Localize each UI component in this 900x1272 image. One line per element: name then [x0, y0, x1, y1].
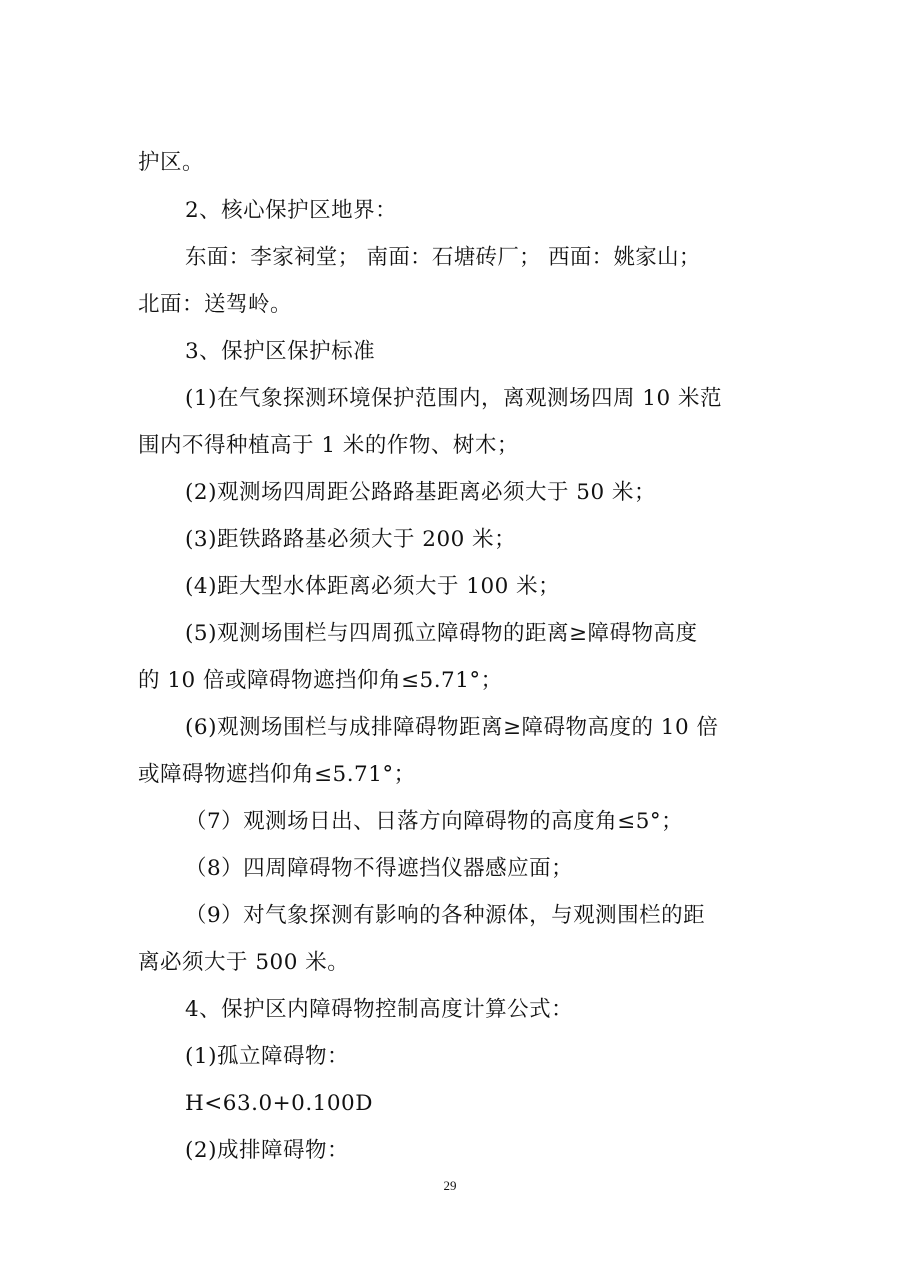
- section-heading: 4、保护区内障碍物控制高度计算公式：: [185, 997, 574, 1022]
- text-line: 的 10 倍或障碍物遮挡仰角≤5.71°；: [138, 668, 503, 693]
- list-item: (2)成排障碍物：: [185, 1138, 349, 1163]
- text-line: 护区。: [138, 150, 205, 175]
- list-item: (5)观测场围栏与四周孤立障碍物的距离≥障碍物高度: [185, 621, 698, 646]
- page-number: 29: [443, 1178, 457, 1193]
- list-item: (4)距大型水体距离必须大于 100 米；: [185, 574, 561, 599]
- list-item: (2)观测场四周距公路路基距离必须大于 50 米；: [185, 480, 656, 505]
- list-item: (3)距铁路路基必须大于 200 米；: [185, 527, 517, 552]
- section-heading: 2、核心保护区地界：: [185, 198, 398, 223]
- list-item: （8）四周障碍物不得遮挡仪器感应面；: [185, 856, 574, 881]
- list-item: (6)观测场围栏与成排障碍物距离≥障碍物高度的 10 倍: [185, 715, 719, 740]
- text-line: 东面：李家祠堂； 南面：石塘砖厂； 西面：姚家山；: [185, 245, 701, 270]
- formula: H<63.0+0.100D: [185, 1091, 373, 1116]
- text-line: 围内不得种植高于 1 米的作物、树木；: [138, 433, 519, 458]
- list-item: (1)在气象探测环境保护范围内，离观测场四周 10 米范: [185, 386, 722, 411]
- text-line: 离必须大于 500 米。: [138, 950, 350, 975]
- section-heading: 3、保护区保护标准: [185, 339, 376, 364]
- list-item: (1)孤立障碍物：: [185, 1044, 349, 1069]
- list-item: （9）对气象探测有影响的各种源体，与观测围栏的距: [185, 903, 706, 928]
- list-item: （7）观测场日出、日落方向障碍物的高度角≤5°；: [185, 809, 684, 834]
- text-line: 或障碍物遮挡仰角≤5.71°；: [138, 762, 416, 787]
- text-line: 北面：送驾岭。: [138, 292, 293, 317]
